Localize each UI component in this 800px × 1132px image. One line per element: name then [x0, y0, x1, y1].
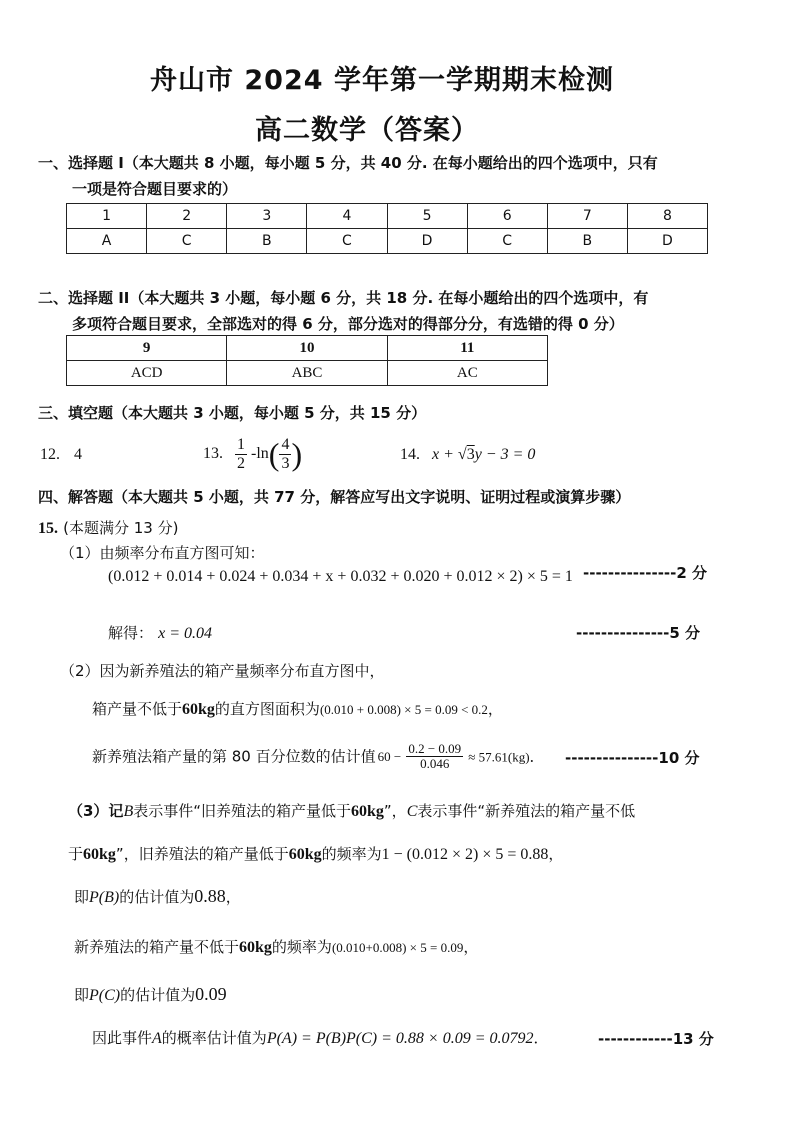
equation-post: ≈ 57.61(kg)	[468, 749, 530, 765]
equation: P(A) = P(B)P(C) = 0.88 × 0.09 = 0.0792	[266, 1030, 534, 1047]
text-span: 箱产量不低于	[92, 700, 183, 718]
q14-pre: x +	[432, 446, 458, 463]
text-span: 的估计值为	[119, 888, 195, 906]
q14-radicand: 3	[466, 446, 475, 463]
text-span: 新养殖法的箱产量不低于	[74, 938, 240, 956]
part-label: （3）记	[68, 802, 124, 820]
question-number: 8	[627, 204, 707, 229]
text-span: 的频率为	[321, 845, 382, 863]
event-symbol: C	[406, 803, 418, 820]
percentile-fraction	[406, 742, 463, 772]
equation: 1 − (0.012 × 2) × 5 = 0.88	[381, 846, 549, 863]
probability-symbol: P(C)	[89, 987, 121, 1004]
answer-cell: ABC	[227, 361, 387, 386]
q15-part3-line6	[92, 1027, 549, 1048]
table-row	[67, 204, 708, 229]
answer-cell: D	[387, 229, 467, 254]
page-title: 舟山市 2024 学年第一学期期末检测	[150, 65, 614, 96]
q13-inner-denominator: 3	[281, 454, 290, 472]
q13-fraction	[235, 436, 247, 472]
q15-part3-score: ------------13 分	[598, 1030, 714, 1048]
page-subtitle: 高二数学（答案）	[255, 115, 479, 146]
q15-part3-line2	[68, 843, 563, 864]
text-span: 即	[74, 986, 90, 1004]
q15-part3-line5	[74, 984, 227, 1005]
punctuation: ，	[548, 845, 564, 863]
event-symbol: B	[123, 803, 134, 820]
q12-label: 12.	[40, 446, 60, 463]
text-span: 的频率为	[271, 938, 332, 956]
question-number: 3	[227, 204, 307, 229]
sqrt-icon: √	[457, 446, 467, 463]
punctuation: ，	[225, 888, 241, 906]
text-span: 即	[74, 888, 90, 906]
q15-part3-line1	[68, 800, 635, 821]
equation: (0.010 + 0.008) × 5 = 0.09 < 0.2	[319, 702, 488, 717]
q15-part3-line3	[74, 886, 241, 907]
punctuation: ，	[463, 938, 479, 956]
section2-heading-line2: 多项符合题目要求，全部选对的得 6 分，部分选对的得部分分，有选错的得 0 分）	[72, 315, 624, 333]
answer-cell: C	[467, 229, 547, 254]
text-span: ”，旧养殖法的箱产量低于	[115, 845, 289, 863]
section1-heading-line2: 一项是符合题目要求的）	[72, 180, 238, 198]
q15-solve-label: 解得：	[108, 624, 154, 642]
fraction-numerator: 0.2 − 0.09	[408, 741, 462, 756]
answer-cell: A	[67, 229, 147, 254]
answer-cell: AC	[387, 361, 547, 386]
q13-denominator: 2	[237, 454, 245, 472]
q15-part3-line4	[74, 936, 478, 957]
text-span: 新养殖法箱产量的第 80 百分位数的估计值	[92, 747, 376, 766]
q13-answer: 13. $\frac{1}{2}$ -ln( $\frac{4}{3}$ )	[203, 436, 303, 473]
q15-part1-label: （1）由频率分布直方图可知：	[60, 544, 265, 562]
table-row	[67, 336, 548, 361]
estimate-value: 0.09	[195, 984, 227, 1004]
q13-inner-numerator: 4	[281, 436, 290, 453]
q12-value: 4	[74, 446, 82, 463]
q15-part2-line2	[92, 742, 545, 772]
q15-part1-score: ---------------2 分	[583, 564, 708, 582]
section2-heading: 二、选择题 II（本大题共 3 小题，每小题 6 分，共 18 分. 在每小题给出的四个选项中，有	[38, 289, 649, 307]
q15-part2-score: ---------------10 分	[565, 749, 700, 767]
estimate-value: 0.88	[194, 886, 226, 906]
question-number: 1	[67, 204, 147, 229]
q15-part2-label: （2）因为新养殖法的箱产量频率分布直方图中，	[60, 662, 385, 680]
section3-heading: 三、填空题（本大题共 3 小题，每小题 5 分，共 15 分）	[38, 404, 427, 422]
q13-ln: -ln	[251, 444, 269, 462]
section1-answer-table	[66, 203, 708, 254]
answer-cell: B	[547, 229, 627, 254]
probability-symbol: P(B)	[89, 889, 120, 906]
text-span: 表示事件“新养殖法的箱产量不低	[417, 802, 636, 820]
question-number: 9	[67, 336, 227, 361]
equation: (0.010+0.008) × 5 = 0.09	[331, 940, 464, 955]
answer-cell: ACD	[67, 361, 227, 386]
question-number: 11	[387, 336, 547, 361]
q15-part1-solve-score: ---------------5 分	[576, 624, 701, 642]
question-number: 5	[387, 204, 467, 229]
punctuation: ．	[533, 1029, 549, 1047]
question-number: 7	[547, 204, 627, 229]
q14-post: y − 3 = 0	[474, 446, 536, 463]
section2-answer-table	[66, 335, 548, 386]
section1-heading: 一、选择题 I（本大题共 8 小题，每小题 5 分，共 40 分. 在每小题给出的四个选项中，只有	[38, 154, 658, 172]
answer-cell: C	[307, 229, 387, 254]
q15-number: 15.	[38, 520, 58, 537]
unit-value: 60kg	[351, 803, 384, 820]
punctuation: ．	[529, 747, 545, 766]
answer-cell: C	[147, 229, 227, 254]
answer-cell: D	[627, 229, 707, 254]
q15-part2-line1	[92, 698, 503, 719]
q15-score-note: (本题满分 13 分)	[63, 519, 179, 537]
unit-value: 60kg	[182, 701, 215, 718]
equation-pre: 60 −	[377, 749, 402, 765]
text-span: 的直方图面积为	[214, 700, 320, 718]
unit-value: 60kg	[288, 846, 322, 863]
text-span: 的估计值为	[120, 986, 196, 1004]
q15-part1-solution	[108, 622, 212, 643]
question-number: 2	[147, 204, 227, 229]
q14-answer	[400, 446, 535, 464]
text-span: 表示事件“旧养殖法的箱产量低于	[133, 802, 351, 820]
fraction-denominator: 0.046	[420, 756, 450, 772]
unit-value: 60kg	[239, 939, 272, 956]
question-number: 4	[307, 204, 387, 229]
q13-label: 13.	[203, 444, 223, 462]
section4-heading: 四、解答题（本大题共 5 小题，共 77 分，解答应写出文字说明、证明过程或演算步骤）	[38, 488, 631, 506]
text-span: 因此事件	[92, 1029, 153, 1047]
q15-solve-value: x = 0.04	[158, 625, 213, 642]
event-symbol: A	[152, 1030, 162, 1047]
q14-label: 14.	[400, 446, 420, 463]
q15-header	[38, 517, 178, 538]
punctuation: ，	[487, 700, 503, 718]
q12-answer	[40, 446, 82, 464]
unit-value: 60kg	[83, 846, 116, 863]
question-number: 10	[227, 336, 387, 361]
q13-numerator: 1	[237, 436, 245, 453]
text-span: ”，	[383, 802, 407, 820]
table-row	[67, 361, 548, 386]
table-row	[67, 229, 708, 254]
q13-inner-fraction	[279, 436, 291, 472]
text-span: 于	[68, 845, 84, 863]
question-number: 6	[467, 204, 547, 229]
answer-cell: B	[227, 229, 307, 254]
text-span: 的概率估计值为	[161, 1029, 267, 1047]
q15-part1-equation: (0.012 + 0.014 + 0.024 + 0.034 + x + 0.032 + 0.020 + 0.012 × 2) × 5 = 1	[108, 568, 573, 585]
